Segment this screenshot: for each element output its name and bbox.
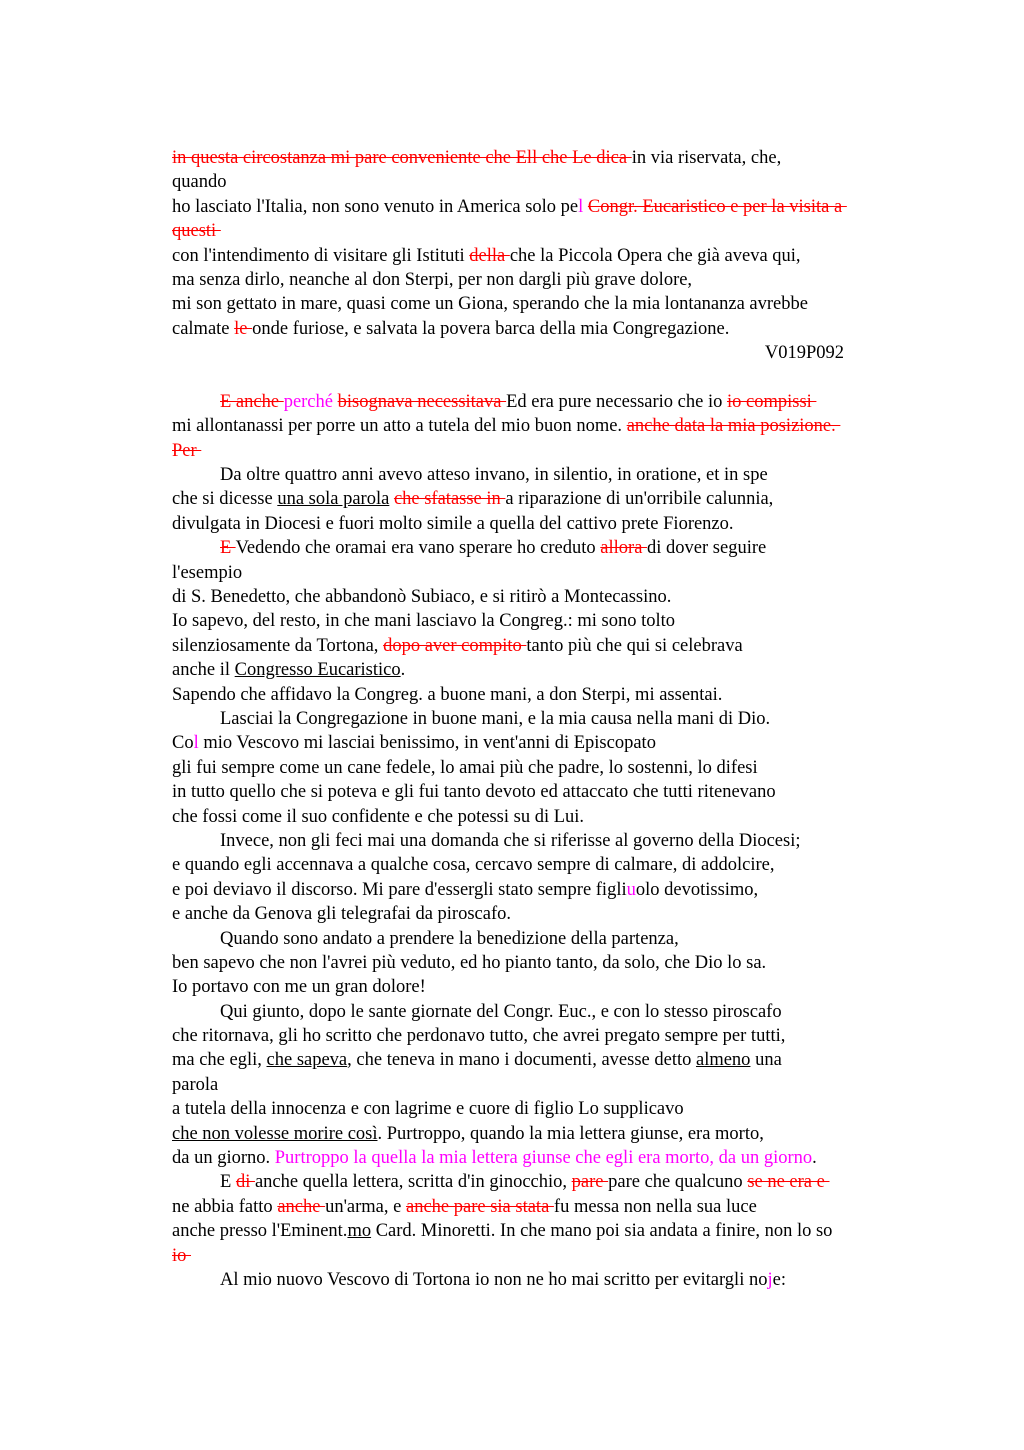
deleted-text: di bbox=[235, 1172, 255, 1193]
text-line bbox=[172, 487, 932, 511]
text-segment: in tutto quello che si poteva e gli fui tanto devoto ed attaccato che tutti ritenevano bbox=[172, 782, 776, 803]
document-body bbox=[172, 146, 932, 1292]
text-segment: Al mio nuovo Vescovo di Tortona io non ne ho mai scritto per evitargli no bbox=[220, 1269, 768, 1290]
underlined-text: mo bbox=[347, 1221, 372, 1242]
inserted-text: perché bbox=[283, 391, 333, 412]
text-segment: che fossi come il suo confidente e che potessi su di Lui. bbox=[172, 806, 585, 827]
text-segment: anche quella lettera, scritta d'in ginocchio, bbox=[254, 1172, 572, 1193]
text-line bbox=[172, 1268, 932, 1292]
text-line bbox=[172, 1000, 932, 1024]
underlined-text: una sola parola bbox=[277, 489, 390, 510]
text-segment: che si dicesse bbox=[172, 489, 278, 510]
text-segment: . Purtroppo, quando la mia lettera giunse, era morto, bbox=[377, 1123, 764, 1144]
text-line bbox=[172, 1097, 932, 1121]
text-segment: . bbox=[812, 1148, 817, 1169]
deleted-text: io compissi bbox=[726, 391, 817, 412]
deleted-text: dopo aver compito bbox=[383, 635, 527, 656]
inserted-text: u bbox=[626, 879, 636, 900]
text-segment: Sapendo che affidavo la Congreg. a buone mani, a don Sterpi, mi assentai. bbox=[172, 684, 723, 705]
text-line bbox=[172, 439, 932, 463]
text-segment: mi son gettato in mare, quasi come un Giona, sperando che la mia lontananza avrebbe bbox=[172, 294, 808, 315]
text-segment: e poi deviavo il discorso. Mi pare d'essergli stato sempre figli bbox=[172, 879, 627, 900]
text-segment: divulgata in Diocesi e fuori molto simile a quella del cattivo prete Fiorenzo. bbox=[172, 513, 734, 534]
deleted-text: E anche bbox=[220, 391, 284, 412]
text-segment: mio Vescovo mi lasciai benissimo, in vent'anni di Episcopato bbox=[198, 733, 656, 754]
text-segment: anche il bbox=[172, 660, 235, 681]
text-line bbox=[172, 756, 932, 780]
underlined-text: almeno bbox=[695, 1050, 751, 1071]
text-segment: , che teneva in mano i documenti, avesse detto bbox=[347, 1050, 696, 1071]
inserted-text: Purtroppo la quella la mia lettera giunse che egli era morto, da un giorno bbox=[274, 1148, 813, 1169]
text-line bbox=[172, 1146, 932, 1170]
text-line bbox=[172, 512, 932, 536]
text-segment: e: bbox=[772, 1269, 786, 1290]
text-segment: calmate bbox=[172, 318, 235, 339]
text-line bbox=[172, 805, 932, 829]
deleted-text: questi bbox=[172, 221, 221, 242]
text-line bbox=[172, 1048, 932, 1072]
text-segment: ben sapevo che non l'avrei più veduto, ed ho pianto tanto, da solo, che Dio lo sa. bbox=[172, 952, 767, 973]
text-line bbox=[172, 902, 932, 926]
deleted-text: le bbox=[234, 318, 253, 339]
text-segment: Invece, non gli feci mai una domanda che si riferisse al governo della Diocesi; bbox=[220, 830, 801, 851]
text-segment: che la Piccola Opera che già aveva qui, bbox=[509, 245, 801, 266]
text-line bbox=[172, 146, 932, 170]
deleted-text: anche data la mia posizione. bbox=[626, 416, 841, 437]
text-line bbox=[172, 927, 932, 951]
text-segment: V019P092 bbox=[764, 343, 844, 364]
text-segment: Lasciai la Congregazione in buone mani, e la mia causa nella mani di Dio. bbox=[220, 708, 771, 729]
text-segment: ma senza dirlo, neanche al don Sterpi, per non dargli più grave dolore, bbox=[172, 269, 693, 290]
text-line bbox=[172, 390, 932, 414]
text-line bbox=[172, 170, 932, 194]
text-segment: gli fui sempre come un cane fedele, lo amai più che padre, lo sostenni, lo difesi bbox=[172, 757, 758, 778]
text-segment: anche presso l'Eminent. bbox=[172, 1221, 348, 1242]
text-line bbox=[172, 414, 932, 438]
text-line bbox=[172, 683, 932, 707]
text-segment: da un giorno. bbox=[172, 1148, 275, 1169]
text-line bbox=[172, 1195, 932, 1219]
deleted-text: Congr. Eucaristico e per la visita a bbox=[587, 196, 847, 217]
text-line bbox=[172, 829, 932, 853]
text-line bbox=[172, 658, 932, 682]
text-line bbox=[172, 1244, 932, 1268]
text-line bbox=[172, 975, 932, 999]
deleted-text: se ne era e bbox=[747, 1172, 830, 1193]
text-segment: e anche da Genova gli telegrafai da piroscafo. bbox=[172, 904, 511, 925]
text-segment: Io portavo con me un gran dolore! bbox=[172, 977, 426, 998]
text-line bbox=[172, 634, 932, 658]
text-segment: parola bbox=[172, 1074, 219, 1095]
text-segment: in via riservata, che, bbox=[631, 148, 782, 168]
text-line bbox=[172, 609, 932, 633]
text-segment: olo devotissimo, bbox=[635, 879, 759, 900]
text-line bbox=[172, 1219, 932, 1243]
deleted-text: della bbox=[469, 245, 510, 266]
text-segment: un'arma, e bbox=[325, 1196, 406, 1217]
text-line bbox=[172, 731, 932, 755]
text-segment: e quando egli accennava a qualche cosa, cercavo sempre di calmare, di addolcire, bbox=[172, 855, 775, 876]
text-segment: Qui giunto, dopo le sante giornate del Congr. Euc., e con lo stesso piroscafo bbox=[220, 1001, 782, 1022]
page-reference bbox=[172, 341, 932, 365]
text-segment: ho lasciato l'Italia, non sono venuto in America solo pe bbox=[172, 196, 579, 217]
text-segment: ma che egli, bbox=[172, 1050, 267, 1071]
deleted-text: bisognava necessitava bbox=[337, 391, 507, 412]
text-line bbox=[172, 536, 932, 560]
underlined-text: che sapeva bbox=[266, 1050, 348, 1071]
text-line bbox=[172, 1170, 932, 1194]
deleted-text: anche bbox=[277, 1196, 326, 1217]
text-line bbox=[172, 1122, 932, 1146]
text-segment: Ed era pure necessario che io bbox=[506, 391, 727, 412]
deleted-text: in questa circostanza mi pare conveniente che Ell che Le dica bbox=[172, 148, 632, 168]
text-segment: Io sapevo, del resto, in che mani lasciavo la Congreg.: mi sono tolto bbox=[172, 611, 675, 632]
text-segment: che ritornava, gli ho scritto che perdonavo tutto, che avrei pregato sempre per tutti, bbox=[172, 1026, 786, 1047]
text-segment: tanto più che qui si celebrava bbox=[526, 635, 743, 656]
text-line bbox=[172, 195, 932, 219]
text-line bbox=[172, 244, 932, 268]
text-segment: quando bbox=[172, 172, 227, 193]
text-segment: una bbox=[750, 1050, 782, 1071]
underlined-text: Congresso Eucaristico bbox=[234, 660, 401, 681]
text-segment: Co bbox=[172, 733, 194, 754]
text-line bbox=[172, 292, 932, 316]
text-line bbox=[172, 463, 932, 487]
text-segment: ne abbia fatto bbox=[172, 1196, 278, 1217]
blank-line bbox=[172, 366, 932, 390]
text-segment: E bbox=[220, 1172, 236, 1193]
text-segment: . bbox=[400, 660, 406, 681]
deleted-text: che sfatasse in bbox=[393, 489, 506, 510]
inserted-text: l bbox=[578, 196, 584, 217]
text-segment: onde furiose, e salvata la povera barca della mia Congregazione. bbox=[252, 318, 730, 339]
deleted-text: Per bbox=[172, 440, 202, 461]
text-segment: l'esempio bbox=[172, 562, 243, 583]
deleted-text: pare bbox=[571, 1172, 609, 1193]
text-segment: di S. Benedetto, che abbandonò Subiaco, e si ritirò a Montecassino. bbox=[172, 587, 672, 608]
inserted-text: j bbox=[767, 1269, 773, 1290]
text-line bbox=[172, 780, 932, 804]
text-segment: Quando sono andato a prendere la benedizione della partenza, bbox=[220, 928, 679, 949]
text-segment: a tutela della innocenza e con lagrime e cuore di figlio Lo supplicavo bbox=[172, 1099, 684, 1120]
text-line bbox=[172, 853, 932, 877]
text-line bbox=[172, 219, 932, 243]
text-line bbox=[172, 317, 932, 341]
text-line bbox=[172, 951, 932, 975]
text-segment: con l'intendimento di visitare gli Istituti bbox=[172, 245, 470, 266]
text-segment: Card. Minoretti. In che mano poi sia andata a finire, non lo so bbox=[371, 1221, 833, 1242]
underlined-text: che non volesse morire così bbox=[172, 1123, 378, 1144]
text-segment: silenziosamente da Tortona, bbox=[172, 635, 384, 656]
text-line bbox=[172, 585, 932, 609]
text-segment: mi allontanassi per porre un atto a tutela del mio buon nome. bbox=[172, 416, 627, 437]
deleted-text: E bbox=[220, 538, 236, 559]
text-segment: Da oltre quattro anni avevo atteso invano, in silentio, in oratione, et in spe bbox=[220, 465, 768, 486]
text-line bbox=[172, 1024, 932, 1048]
inserted-text: l bbox=[193, 733, 199, 754]
text-line bbox=[172, 268, 932, 292]
text-line bbox=[172, 1073, 932, 1097]
deleted-text: io bbox=[172, 1245, 192, 1266]
text-segment: a riparazione di un'orribile calunnia, bbox=[505, 489, 774, 510]
text-line bbox=[172, 878, 932, 902]
text-segment: fu messa non nella sua luce bbox=[553, 1196, 757, 1217]
text-line bbox=[172, 707, 932, 731]
deleted-text: anche pare sia stata bbox=[405, 1196, 554, 1217]
text-segment: di dover seguire bbox=[647, 538, 767, 559]
text-line bbox=[172, 561, 932, 585]
deleted-text: allora bbox=[600, 538, 648, 559]
text-segment: Vedendo che oramai era vano sperare ho creduto bbox=[235, 538, 601, 559]
text-segment: pare che qualcuno bbox=[608, 1172, 748, 1193]
